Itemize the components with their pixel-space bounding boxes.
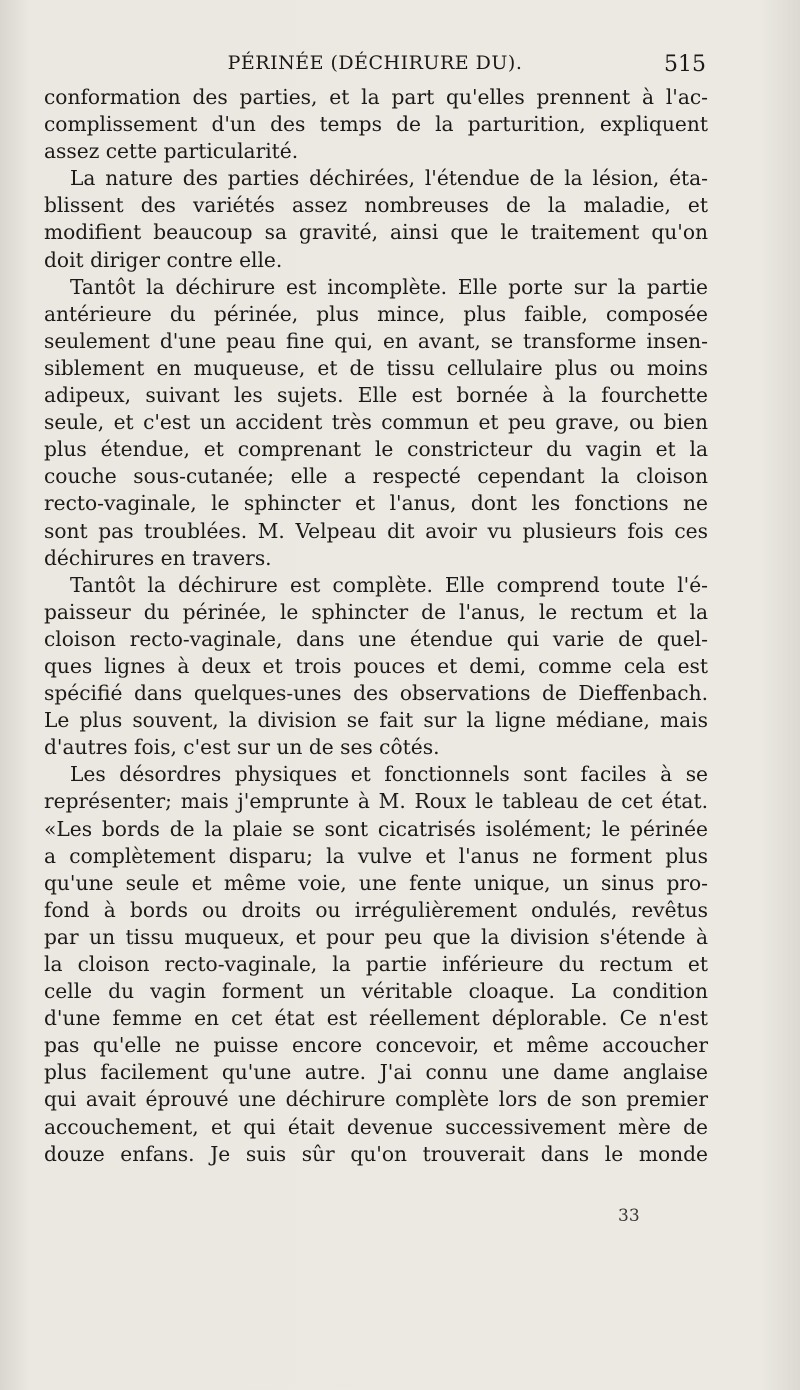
text-line: couche sous-cutanée; elle a respecté cependant la cloison: [44, 464, 708, 489]
text-line: sont pas troublées. M. Velpeau dit avoir vu plusieurs fois ces: [44, 518, 708, 543]
text-line: la cloison recto-vaginale, la partie inférieure du rectum et: [44, 952, 708, 976]
text-line: douze enfans. Je suis sûr qu'on trouverait dans le monde: [44, 1141, 708, 1166]
text-line: doit diriger contre elle.: [44, 247, 283, 272]
text-line: qu'une seule et même voie, une fente unique, un sinus pro-: [44, 870, 708, 895]
text-line: Les désordres physiques et fonctionnels sont faciles à se: [70, 762, 708, 787]
text-line: «Les bords de la plaie se sont cicatrisés isolément; le périnée: [44, 816, 708, 841]
text-line: seule, et c'est un accident très commun et peu grave, ou bien: [44, 410, 708, 435]
text-line: conformation des parties, et la part qu'elles prennent à l'ac-: [44, 85, 708, 109]
text-line: La nature des parties déchirées, l'étendue de la lésion, éta-: [70, 166, 708, 191]
text-line: qui avait éprouvé une déchirure complète lors de son premier: [44, 1087, 708, 1112]
body-text: [44, 84, 708, 1168]
page-number: 515: [664, 52, 706, 77]
text-line: accouchement, et qui était devenue successivement mère de: [44, 1114, 708, 1139]
running-head: PÉRINÉE (DÉCHIRURE DU).: [227, 52, 523, 74]
text-line: spécifié dans quelques-unes des observations de Dieffenbach.: [44, 681, 708, 706]
text-line: Le plus souvent, la division se fait sur la ligne médiane, mais: [44, 708, 708, 733]
text-line: modifient beaucoup sa gravité, ainsi que le traitement qu'on: [44, 220, 708, 245]
text-line: blissent des variétés assez nombreuses de la maladie, et: [44, 193, 708, 218]
text-line: Tantôt la déchirure est complète. Elle comprend toute l'é-: [70, 572, 708, 597]
text-line: par un tissu muqueux, et pour peu que la division s'étende à: [44, 924, 708, 949]
text-line: adipeux, suivant les sujets. Elle est bornée à la fourchette: [44, 383, 708, 408]
text-line: paisseur du périnée, le sphincter de l'anus, le rectum et la: [44, 599, 708, 624]
text-line: d'une femme en cet état est réellement déplorable. Ce n'est: [44, 1006, 708, 1031]
text-line: pas qu'elle ne puisse encore concevoir, et même accoucher: [44, 1033, 708, 1058]
text-line: plus étendue, et comprenant le constricteur du vagin et la: [44, 437, 708, 462]
page-header: [44, 52, 706, 84]
text-line: seulement d'une peau fine qui, en avant, se transforme insen-: [44, 328, 708, 353]
text-line: d'autres fois, c'est sur un de ses côtés.: [44, 735, 440, 760]
text-line: a complètement disparu; la vulve et l'anus ne forment plus: [44, 843, 708, 868]
text-line: siblement en muqueuse, et de tissu cellulaire plus ou moins: [44, 355, 708, 380]
text-line: représenter; mais j'emprunte à M. Roux le tableau de cet état.: [44, 789, 708, 814]
text-line: fond à bords ou droits ou irrégulièrement ondulés, revêtus: [44, 897, 708, 922]
text-line: assez cette particularité.: [44, 139, 299, 164]
signature-mark: 33: [618, 1206, 640, 1226]
text-line: cloison recto-vaginale, dans une étendue qui varie de quel-: [44, 626, 708, 651]
text-line: plus facilement qu'une autre. J'ai connu une dame anglaise: [44, 1060, 708, 1085]
text-line: déchirures en travers.: [44, 545, 272, 570]
text-line: antérieure du périnée, plus mince, plus faible, composée: [44, 301, 708, 326]
text-line: recto-vaginale, le sphincter et l'anus, dont les fonctions ne: [44, 491, 708, 516]
text-line: Tantôt la déchirure est incomplète. Elle porte sur la partie: [70, 274, 708, 299]
text-line: complissement d'un des temps de la parturition, expliquent: [44, 112, 708, 137]
text-line: celle du vagin forment un véritable cloaque. La condition: [44, 979, 708, 1004]
text-line: ques lignes à deux et trois pouces et demi, comme cela est: [44, 653, 708, 678]
